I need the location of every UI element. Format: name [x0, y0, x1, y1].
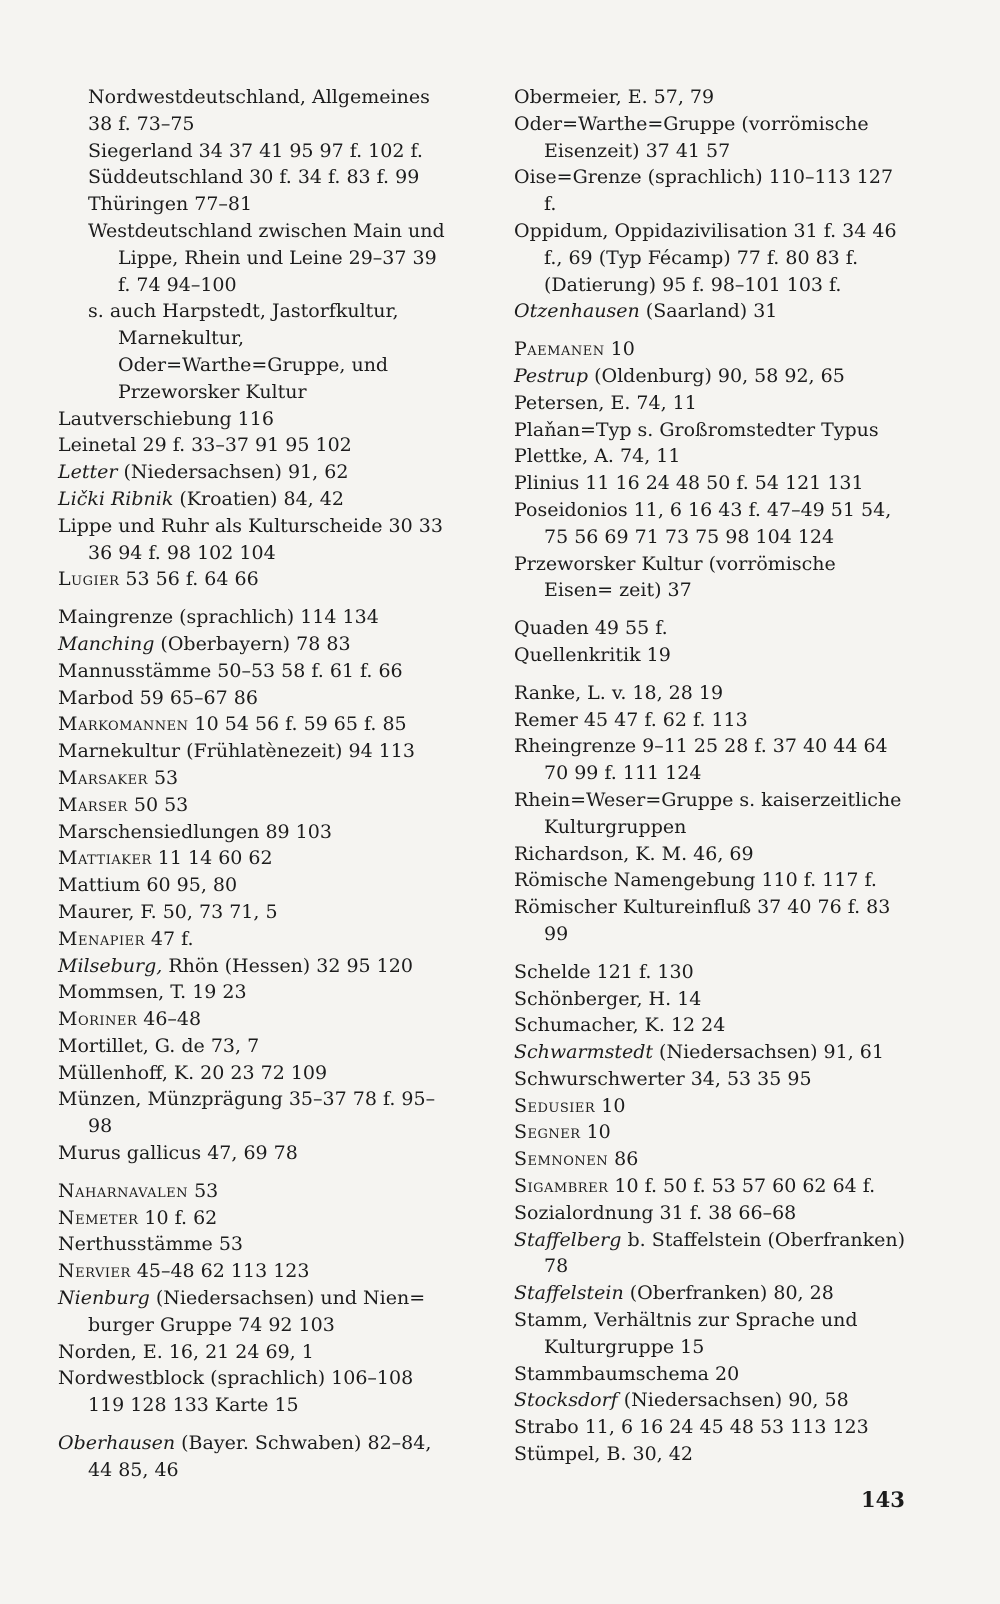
- index-entry: [514, 390, 908, 417]
- index-entry: [514, 1227, 908, 1281]
- entry-text: (Niedersachsen) 91, 61: [653, 1041, 884, 1064]
- index-entry: [514, 1441, 908, 1468]
- entry-text: Maurer, F. 50, 73 71, 5: [58, 900, 278, 923]
- entry-text: 11 14 60 62: [151, 847, 273, 870]
- index-entry: [514, 497, 908, 551]
- entry-text: 53 56 f. 64 66: [119, 568, 259, 591]
- entry-text: Mannusstämme 50–53 58 f. 61 f. 66: [58, 659, 403, 682]
- index-entry: [514, 111, 908, 165]
- index-entry: [514, 733, 908, 787]
- entry-text: (Kroatien) 84, 42: [173, 487, 344, 510]
- index-column-left: [58, 84, 452, 1484]
- entry-text: Oise=Grenze (sprachlich) 110–113 127 f.: [514, 166, 894, 216]
- entry-text: Petersen, E. 74, 11: [514, 391, 697, 414]
- page-number: 143: [861, 1487, 905, 1512]
- index-entry: [514, 218, 908, 298]
- entry-text: Schönberger, H. 14: [514, 987, 702, 1010]
- index-entry: [58, 738, 452, 765]
- entry-tribe-name: Lugier: [58, 568, 120, 591]
- entry-text: (Niedersachsen) und Nien= burger Gruppe 74 92 103: [88, 1287, 426, 1336]
- entry-text: (Saarland) 31: [639, 300, 778, 323]
- entry-tribe-name: Marser: [58, 793, 128, 816]
- index-entry: [58, 1285, 452, 1339]
- entry-text: Poseidonios 11, 6 16 43 f. 47–49 51 54, 75 56 69 71 73 75 98 104 124: [514, 498, 892, 548]
- index-entry: [58, 819, 452, 846]
- index-entry: [58, 1339, 452, 1366]
- entry-text: Nordwestdeutschland, Allgemeines: [88, 86, 430, 108]
- index-entry: [514, 1387, 908, 1414]
- entry-text: Rhön (Hessen) 32 95 120: [162, 954, 413, 977]
- entry-text: Leinetal 29 f. 33–37 91 95 102: [58, 434, 352, 457]
- entry-text: Plaňan=Typ s. Großromstedter Typus: [514, 418, 879, 441]
- index-entry: [58, 1231, 452, 1258]
- entry-tribe-name: Menapier: [58, 927, 145, 950]
- entry-text: 38 f. 73–75: [88, 112, 195, 135]
- entry-text: Marnekultur (Frühlatènezeit) 94 113: [58, 740, 415, 763]
- index-entry: [514, 1200, 908, 1227]
- index-entry: [514, 894, 908, 948]
- entry-text: Münzen, Münzprägung 35–37 78 f. 95–98: [58, 1088, 436, 1138]
- index-entry: [514, 551, 908, 605]
- index-entry: [58, 84, 452, 111]
- entry-text: Schelde 121 f. 130: [514, 960, 694, 983]
- entry-text: Remer 45 47 f. 62 f. 113: [514, 708, 748, 731]
- entry-text: (Oldenburg) 90, 58 92, 65: [588, 364, 845, 387]
- entry-tribe-name: Sigambrer: [514, 1175, 609, 1198]
- index-entry: [58, 298, 452, 405]
- index-entry: [514, 443, 908, 470]
- entry-text: 10: [595, 1094, 626, 1117]
- entry-tribe-name: Mattiaker: [58, 847, 152, 870]
- index-entry: [514, 1119, 908, 1146]
- entry-text: (Oberbayern) 78 83: [154, 632, 351, 655]
- index-entry: [514, 1066, 908, 1093]
- entry-text: Schumacher, K. 12 24: [514, 1014, 726, 1037]
- index-entry: [514, 959, 908, 986]
- entry-text: Müllenhoff, K. 20 23 72 109: [58, 1061, 328, 1084]
- index-entry: [514, 298, 908, 325]
- index-entry: [514, 1146, 908, 1173]
- index-entry: [514, 417, 908, 444]
- index-entry: [514, 84, 908, 111]
- index-entry: [514, 615, 908, 642]
- entry-place-name: Pestrup: [514, 364, 589, 387]
- entry-text: Oder=Warthe=Gruppe (vorrömische Eisenzeit) 37 41 57: [514, 112, 869, 162]
- index-entry: [514, 1039, 908, 1066]
- entry-text: Sozialordnung 31 f. 38 66–68: [514, 1201, 797, 1224]
- entry-place-name: Milseburg,: [58, 954, 163, 977]
- index-entry: [58, 953, 452, 980]
- entry-text: 45–48 62 113 123: [130, 1260, 310, 1283]
- entry-place-name: Oberhausen: [58, 1432, 176, 1455]
- index-entry: [514, 1012, 908, 1039]
- entry-text: 46–48: [137, 1008, 202, 1031]
- entry-place-name: Manching: [58, 632, 155, 655]
- index-entry: [514, 867, 908, 894]
- entry-text: Stümpel, B. 30, 42: [514, 1443, 693, 1466]
- index-entry: [514, 1093, 908, 1120]
- entry-text: Murus gallicus 47, 69 78: [58, 1142, 298, 1165]
- index-entry: [514, 680, 908, 707]
- entry-text: 47 f.: [144, 927, 194, 950]
- entry-text: (Oberfranken) 80, 28: [623, 1282, 834, 1305]
- entry-text: Lautverschiebung 116: [58, 407, 274, 430]
- entry-place-name: Stocksdorf: [514, 1389, 618, 1412]
- index-entry: [58, 513, 452, 567]
- entry-text: Westdeutschland zwischen Main und Lippe, Rhein und Leine 29–37 39 f. 74 94–100: [88, 219, 445, 296]
- entry-text: Schwurschwerter 34, 53 35 95: [514, 1067, 812, 1090]
- entry-place-name: Staffelberg: [514, 1228, 622, 1251]
- entry-text: 10 54 56 f. 59 65 f. 85: [188, 713, 407, 736]
- entry-tribe-name: Moriner: [58, 1008, 138, 1031]
- entry-text: 50 53: [127, 793, 189, 816]
- entry-text: Norden, E. 16, 21 24 69, 1: [58, 1340, 314, 1363]
- entry-text: Nerthusstämme 53: [58, 1233, 244, 1256]
- index-entry: [58, 111, 452, 138]
- index-entry: [514, 1173, 908, 1200]
- index-entry: [514, 1361, 908, 1388]
- entry-text: Strabo 11, 6 16 24 45 48 53 113 123: [514, 1416, 869, 1439]
- entry-text: Plinius 11 16 24 48 50 f. 54 121 131: [514, 472, 864, 495]
- index-entry: [58, 1178, 452, 1205]
- index-entry: [514, 642, 908, 669]
- entry-text: Römischer Kultureinfluß 37 40 76 f. 83 99: [514, 896, 891, 945]
- entry-text: Richardson, K. M. 46, 69: [514, 842, 754, 865]
- index-entry: [58, 486, 452, 513]
- entry-tribe-name: Nemeter: [58, 1206, 139, 1229]
- entry-text: 10: [604, 338, 635, 361]
- entry-text: Rheingrenze 9–11 25 28 f. 37 40 44 64 70 99 f. 111 124: [514, 735, 888, 785]
- entry-text: Süddeutschland 30 f. 34 f. 83 f. 99: [88, 166, 420, 189]
- entry-text: (Niedersachsen) 90, 58: [617, 1389, 849, 1412]
- entry-text: 10: [580, 1121, 611, 1144]
- entry-place-name: Lički Ribnik: [58, 487, 174, 510]
- entry-tribe-name: Nervier: [58, 1260, 131, 1283]
- entry-text: Ranke, L. v. 18, 28 19: [514, 681, 724, 704]
- index-entry: [58, 406, 452, 433]
- entry-text: Römische Namengebung 110 f. 117 f.: [514, 869, 877, 892]
- entry-tribe-name: Semnonen: [514, 1148, 609, 1171]
- entry-text: (Bayer. Schwaben) 82–84, 44 85, 46: [88, 1432, 432, 1481]
- entry-tribe-name: Sedusier: [514, 1094, 596, 1117]
- index-entry: [58, 631, 452, 658]
- index-entry: [58, 1258, 452, 1285]
- entry-text: 86: [608, 1148, 639, 1171]
- entry-tribe-name: Segner: [514, 1121, 581, 1144]
- index-entry: [58, 1430, 452, 1484]
- index-entry: [514, 336, 908, 363]
- index-entry: [58, 432, 452, 459]
- entry-place-name: Otzenhausen: [514, 300, 640, 323]
- entry-text: Siegerland 34 37 41 95 97 f. 102 f.: [88, 139, 423, 162]
- index-entry: [514, 707, 908, 734]
- index-entry: [58, 218, 452, 298]
- index-entry: [58, 899, 452, 926]
- entry-place-name: Schwarmstedt: [514, 1041, 654, 1064]
- index-entry: [58, 1086, 452, 1140]
- index-column-right: [514, 84, 908, 1468]
- entry-text: Rhein=Weser=Gruppe s. kaiserzeitliche Kulturgruppen: [514, 788, 902, 838]
- index-entry: [514, 1307, 908, 1361]
- entry-tribe-name: Markomannen: [58, 713, 189, 736]
- entry-text: Mortillet, G. de 73, 7: [58, 1034, 260, 1057]
- entry-text: Nordwestblock (sprachlich) 106–108 119 128 133 Karte 15: [58, 1367, 414, 1417]
- entry-text: Maingrenze (sprachlich) 114 134: [58, 606, 379, 629]
- entry-text: Plettke, A. 74, 11: [514, 445, 681, 468]
- index-entry: [58, 711, 452, 738]
- entry-text: Mommsen, T. 19 23: [58, 981, 247, 1004]
- index-entry: [58, 566, 452, 593]
- entry-text: Quellenkritik 19: [514, 643, 671, 666]
- index-entry: [58, 926, 452, 953]
- index-entry: [58, 1033, 452, 1060]
- index-entry: [58, 138, 452, 165]
- entry-text: (Niedersachsen) 91, 62: [117, 461, 349, 484]
- entry-text: 53: [188, 1179, 219, 1202]
- entry-tribe-name: Paemanen: [514, 338, 605, 361]
- entry-place-name: Staffelstein: [514, 1282, 624, 1305]
- index-entry: [58, 604, 452, 631]
- index-entry: [58, 845, 452, 872]
- entry-text: 10 f. 50 f. 53 57 60 62 64 f.: [608, 1175, 876, 1198]
- index-entry: [514, 164, 908, 218]
- index-entry: [58, 658, 452, 685]
- index-entry: [58, 1060, 452, 1087]
- entry-text: Thüringen 77–81: [88, 193, 253, 216]
- entry-text: Mattium 60 95, 80: [58, 874, 238, 897]
- entry-text: Quaden 49 55 f.: [514, 617, 668, 640]
- index-entry: [58, 765, 452, 792]
- entry-text: Lippe und Ruhr als Kulturscheide 30 33 36 94 f. 98 102 104: [58, 514, 443, 564]
- entry-text: Stammbaumschema 20: [514, 1362, 740, 1385]
- entry-text: Stamm, Verhältnis zur Sprache und Kulturgruppe 15: [514, 1309, 858, 1358]
- index-entry: [58, 1205, 452, 1232]
- index-entry: [58, 164, 452, 191]
- index-entry: [514, 470, 908, 497]
- index-entry: [514, 787, 908, 841]
- index-entry: [58, 459, 452, 486]
- index-entry: [514, 363, 908, 390]
- entry-text: Obermeier, E. 57, 79: [514, 86, 715, 108]
- index-entry: [58, 191, 452, 218]
- index-entry: [514, 1414, 908, 1441]
- index-entry: [514, 1280, 908, 1307]
- index-entry: [58, 1006, 452, 1033]
- index-entry: [58, 1140, 452, 1167]
- entry-place-name: Nienburg: [58, 1287, 150, 1310]
- entry-text: Marschensiedlungen 89 103: [58, 820, 332, 843]
- entry-text: Oppidum, Oppidazivilisation 31 f. 34 46 f., 69 (Typ Fécamp) 77 f. 80 83 f. (Datierung) 95 f. 98–101 103 f.: [514, 219, 897, 296]
- entry-text: b. Staffelstein (Oberfranken) 78: [544, 1228, 906, 1278]
- entry-text: Marbod 59 65–67 86: [58, 686, 258, 709]
- index-entry: [58, 872, 452, 899]
- entry-tribe-name: Naharnavalen: [58, 1179, 189, 1202]
- entry-text: Przeworsker Kultur (vorrömische Eisen= zeit) 37: [514, 552, 836, 602]
- index-entry: [514, 986, 908, 1013]
- entry-text: s. auch Harpstedt, Jastorfkultur, Marnekultur, Oder=Warthe=Gruppe, und Przeworsker Kultur: [88, 300, 399, 403]
- entry-tribe-name: Marsaker: [58, 766, 148, 789]
- index-entry: [514, 841, 908, 868]
- entry-text: 53: [147, 766, 179, 789]
- entry-text: 10 f. 62: [138, 1206, 218, 1229]
- index-entry: [58, 1365, 452, 1419]
- index-entry: [58, 979, 452, 1006]
- entry-place-name: Letter: [58, 461, 118, 484]
- index-entry: [58, 685, 452, 712]
- index-entry: [58, 792, 452, 819]
